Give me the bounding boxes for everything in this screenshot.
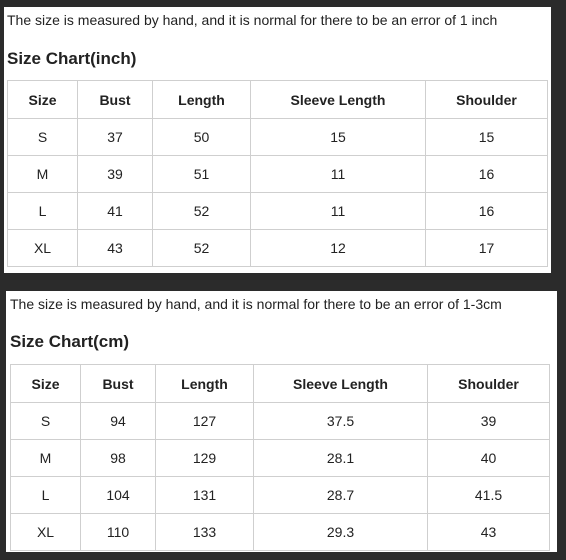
- cell-shoulder: 17: [426, 230, 548, 267]
- cell-shoulder: 15: [426, 119, 548, 156]
- cell-length: 50: [153, 119, 251, 156]
- cell-bust: 110: [81, 514, 156, 551]
- cell-length: 52: [153, 193, 251, 230]
- size-chart-cm-title: Size Chart(cm): [10, 332, 130, 351]
- cell-size: M: [8, 156, 78, 193]
- cell-size: L: [11, 477, 81, 514]
- cell-sleeve-length: 29.3: [254, 514, 428, 551]
- cell-shoulder: 43: [428, 514, 550, 551]
- cell-size: S: [8, 119, 78, 156]
- cell-sleeve-length: 15: [251, 119, 426, 156]
- cell-bust: 104: [81, 477, 156, 514]
- header-bust: Bust: [78, 81, 153, 119]
- cell-shoulder: 40: [428, 440, 550, 477]
- table-row: [8, 156, 548, 193]
- measurement-note-cm: The size is measured by hand, and it is normal for there to be an error of 1-3cm: [10, 296, 502, 312]
- cell-bust: 37: [78, 119, 153, 156]
- table-row: [8, 119, 548, 156]
- header-shoulder: Shoulder: [428, 365, 550, 403]
- header-length: Length: [153, 81, 251, 119]
- table-row: [11, 403, 550, 440]
- cell-size: XL: [8, 230, 78, 267]
- cell-size: XL: [11, 514, 81, 551]
- cell-bust: 98: [81, 440, 156, 477]
- size-chart-inch-title: Size Chart(inch): [7, 49, 137, 68]
- cell-bust: 39: [78, 156, 153, 193]
- table-row: [11, 477, 550, 514]
- cell-shoulder: 16: [426, 156, 548, 193]
- header-size: Size: [8, 81, 78, 119]
- cell-bust: 43: [78, 230, 153, 267]
- table-header-row: [11, 365, 550, 403]
- cell-length: 51: [153, 156, 251, 193]
- cell-sleeve-length: 37.5: [254, 403, 428, 440]
- table-row: [11, 440, 550, 477]
- cell-length: 129: [156, 440, 254, 477]
- cell-sleeve-length: 28.1: [254, 440, 428, 477]
- cell-length: 133: [156, 514, 254, 551]
- header-sleeve-length: Sleeve Length: [251, 81, 426, 119]
- measurement-note-inch: The size is measured by hand, and it is normal for there to be an error of 1 inch: [7, 12, 498, 28]
- size-chart-inch-panel: [4, 7, 551, 273]
- cell-shoulder: 39: [428, 403, 550, 440]
- cell-shoulder: 41.5: [428, 477, 550, 514]
- header-length: Length: [156, 365, 254, 403]
- cell-sleeve-length: 11: [251, 156, 426, 193]
- cell-sleeve-length: 28.7: [254, 477, 428, 514]
- cell-bust: 94: [81, 403, 156, 440]
- cell-bust: 41: [78, 193, 153, 230]
- cell-length: 52: [153, 230, 251, 267]
- header-sleeve-length: Sleeve Length: [254, 365, 428, 403]
- header-shoulder: Shoulder: [426, 81, 548, 119]
- header-bust: Bust: [81, 365, 156, 403]
- table-row: [8, 193, 548, 230]
- cell-length: 131: [156, 477, 254, 514]
- size-chart-cm-panel: [6, 291, 557, 552]
- cell-size: M: [11, 440, 81, 477]
- cell-size: L: [8, 193, 78, 230]
- cell-shoulder: 16: [426, 193, 548, 230]
- table-row: [8, 230, 548, 267]
- table-header-row: [8, 81, 548, 119]
- table-row: [11, 514, 550, 551]
- size-table-cm: [10, 364, 550, 551]
- header-size: Size: [11, 365, 81, 403]
- size-table-inch: [7, 80, 548, 267]
- cell-size: S: [11, 403, 81, 440]
- cell-sleeve-length: 11: [251, 193, 426, 230]
- cell-length: 127: [156, 403, 254, 440]
- cell-sleeve-length: 12: [251, 230, 426, 267]
